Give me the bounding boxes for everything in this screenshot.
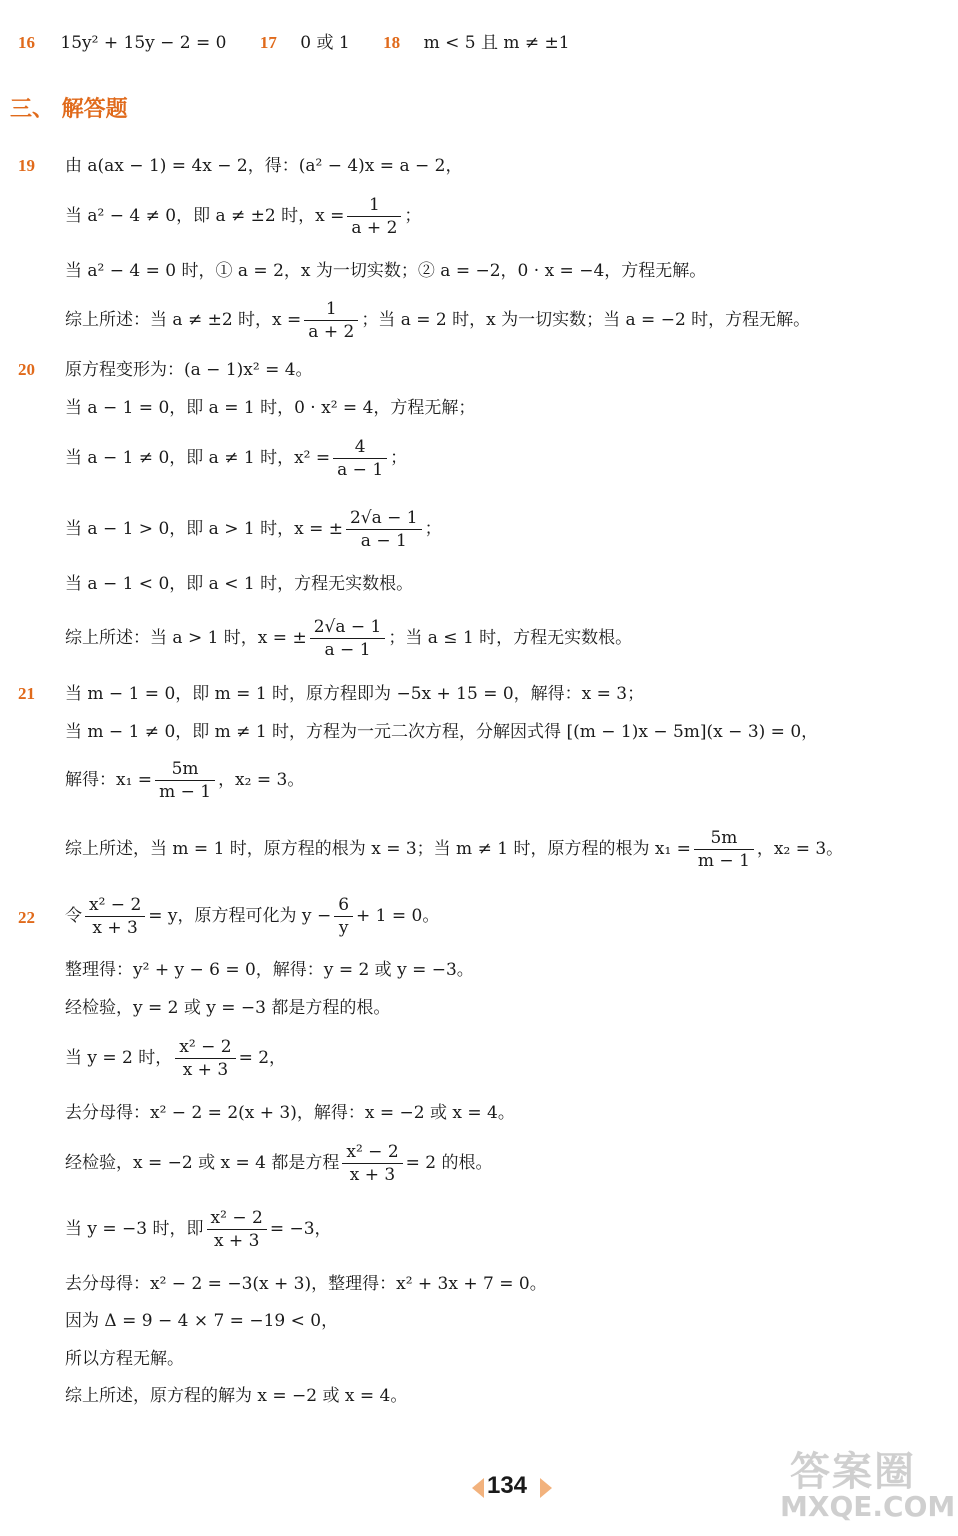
answer-18: m < 5 且 m ≠ ±1 <box>423 33 570 53</box>
q19-line-3: 当 a² − 4 = 0 时，① a = 2，x 为一切实数；② a = −2，0 · x = −4，方程无解。 <box>65 261 707 281</box>
q22-line-4: 当 y = 2 时， $\frac{\text{x² − 2}}{x + 3}$ = 2， <box>65 1037 287 1080</box>
q22-line-6: 经检验，x = −2 或 x = 4 都是方程 $\frac{\text{x² − 2}}{x + 3}$ = 2 的根。 <box>65 1142 493 1185</box>
answer-17: 0 或 1 <box>300 33 350 53</box>
q20-line-3: 当 a − 1 ≠ 0，即 a ≠ 1 时，x² = $\frac{4}{a - 1}$ ； <box>65 437 408 480</box>
q22-line-3: 经检验，y = 2 或 y = −3 都是方程的根。 <box>65 998 391 1018</box>
watermark: 答案圈 MXQE.COM <box>780 1449 956 1523</box>
question-number-19: 19 <box>18 156 35 175</box>
q22-line-8: 去分母得：x² − 2 = −3(x + 3)，整理得：x² + 3x + 7 = 0。 <box>65 1274 547 1294</box>
fraction: $\frac{5m}{m - 1}$ <box>155 758 215 803</box>
q21-line-1: 当 m − 1 = 0，即 m = 1 时，原方程即为 −5x + 15 = 0，解得：x = 3； <box>65 684 645 704</box>
fraction: $\frac{1}{a + 2}$ <box>347 194 401 239</box>
fraction: $\frac{\text{x² − 2}}{x + 3}$ <box>175 1036 235 1081</box>
q20-line-1: 原方程变形为：(a − 1)x² = 4。 <box>65 360 313 380</box>
q22-line-9: 因为 Δ = 9 − 4 × 7 = −19 < 0， <box>65 1311 339 1331</box>
question-number-18: 18 <box>383 33 401 52</box>
question-number-21: 21 <box>18 684 35 703</box>
answer-row-16-18 <box>18 32 570 54</box>
section-title: 三、 解答题 <box>10 97 128 122</box>
answer-16: 15y² + 15y − 2 = 0 <box>60 33 227 53</box>
q19-line-1: 由 a(ax − 1) = 4x − 2，得：(a² − 4)x = a − 2， <box>65 156 463 176</box>
q19-line-4: 综上所述：当 a ≠ ±2 时，x = $\frac{1}{a + 2}$ ；当 a = 2 时，x 为一切实数；当 a = −2 时，方程无解。 <box>65 299 811 342</box>
q22-line-10: 所以方程无解。 <box>65 1349 184 1369</box>
q22-line-2: 整理得：y² + y − 6 = 0，解得：y = 2 或 y = −3。 <box>65 960 474 980</box>
page-number: 134 <box>486 1472 528 1499</box>
fraction: $\frac{4}{a - 1}$ <box>333 436 387 481</box>
question-number-20: 20 <box>18 360 35 379</box>
q20-line-5: 当 a − 1 < 0，即 a < 1 时，方程无实数根。 <box>65 574 414 594</box>
q21-line-4: 综上所述，当 m = 1 时，原方程的根为 x = 3；当 m ≠ 1 时，原方程的根为 x₁ = $\frac{5m}{m - 1}$ ，x₂ = 3。 <box>65 828 844 871</box>
fraction: $\frac{\text{x² − 2}}{x + 3}$ <box>342 1141 402 1186</box>
fraction: $\frac{5m}{m - 1}$ <box>694 827 754 872</box>
fraction: $\frac{2√a - 1}{a - 1}$ <box>310 616 386 661</box>
q22-line-7: 当 y = −3 时，即 $\frac{\text{x² − 2}}{x + 3}$ = −3， <box>65 1208 332 1251</box>
fraction: $\frac{1}{a + 2}$ <box>304 298 358 343</box>
question-number-17: 17 <box>259 33 277 52</box>
fraction: $\frac{6}{y}$ <box>334 894 353 939</box>
q22-line-11: 综上所述，原方程的解为 x = −2 或 x = 4。 <box>65 1386 408 1406</box>
right-arrow-icon <box>540 1478 552 1498</box>
q19-line-2: 当 a² − 4 ≠ 0，即 a ≠ ±2 时，x = $\frac{1}{a + 2}$ ； <box>65 195 422 238</box>
fraction: $\frac{2√a - 1}{a - 1}$ <box>346 507 422 552</box>
q22-line-1: 令 $\frac{\text{x² − 2}}{x + 3}$ = y，原方程可化为 y − $\frac{6}{y}$ + 1 = 0。 <box>65 895 440 938</box>
q20-line-6: 综上所述：当 a > 1 时，x = ± $\frac{2√a - 1}{a - 1}$ ；当 a ≤ 1 时，方程无实数根。 <box>65 617 633 660</box>
q20-line-4: 当 a − 1 > 0，即 a > 1 时，x = ± $\frac{2√a - 1}{a - 1}$ ； <box>65 508 442 551</box>
fraction: $\frac{\text{x² − 2}}{x + 3}$ <box>207 1207 267 1252</box>
fraction: $\frac{\text{x² − 2}}{x + 3}$ <box>85 894 145 939</box>
q21-line-2: 当 m − 1 ≠ 0，即 m ≠ 1 时，方程为一元二次方程，分解因式得 [(m − 1)x − 5m](x − 3) = 0， <box>65 722 819 742</box>
q22-line-5: 去分母得：x² − 2 = 2(x + 3)，解得：x = −2 或 x = 4。 <box>65 1103 515 1123</box>
q21-line-3: 解得：x₁ = $\frac{5m}{m - 1}$ ，x₂ = 3。 <box>65 759 305 802</box>
q20-line-2: 当 a − 1 = 0，即 a = 1 时，0 · x² = 4，方程无解； <box>65 398 476 418</box>
question-number-16: 16 <box>18 33 35 52</box>
question-number-22: 22 <box>18 908 35 927</box>
